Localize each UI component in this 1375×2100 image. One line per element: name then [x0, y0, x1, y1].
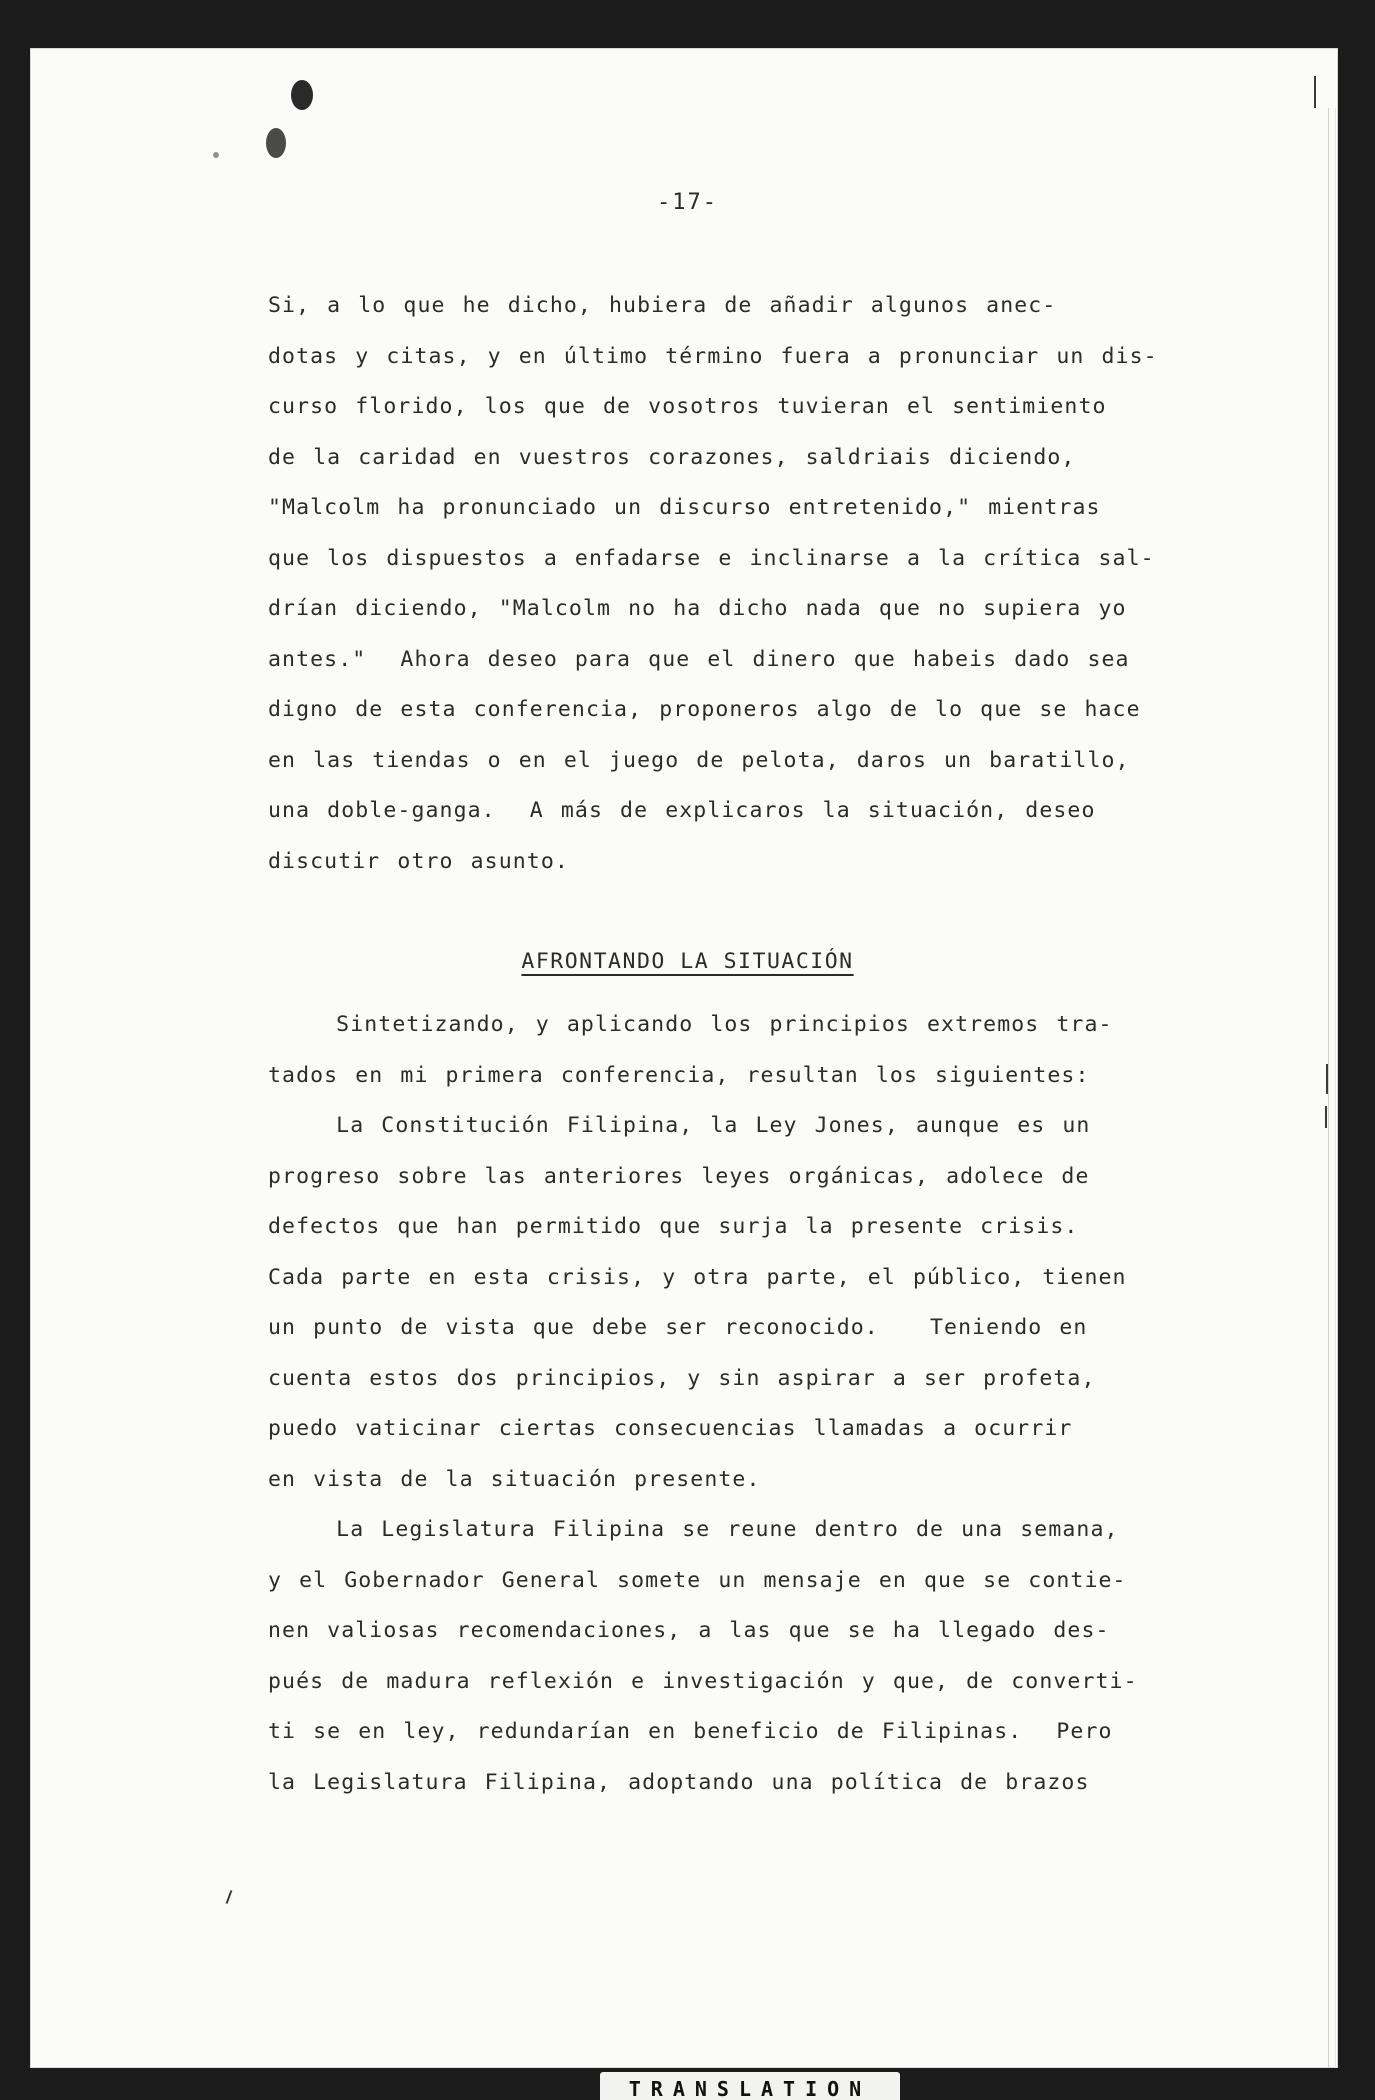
text-line: en vista de la situación presente.: [268, 1466, 761, 1492]
text-line: la Legislatura Filipina, adoptando una política de brazos: [268, 1769, 1090, 1795]
text-line: La Legislatura Filipina se reune dentro de una semana,: [268, 1517, 1119, 1542]
paragraph-situation: [268, 1000, 1178, 1808]
text-line: cuenta estos dos principios, y sin aspirar a ser profeta,: [268, 1365, 1096, 1391]
text-line: dotas y citas, y en último término fuera a pronunciar un dis-: [268, 343, 1158, 369]
text-line: "Malcolm ha pronunciado un discurso entretenido," mientras: [268, 495, 1101, 520]
ink-speck: [213, 152, 219, 158]
text-line: La Constitución Filipina, la Ley Jones, aunque es un: [268, 1113, 1091, 1138]
page-number: -17-: [657, 190, 718, 215]
text-line: Cada parte en esta crisis, y otra parte, el público, tienen: [268, 1264, 1127, 1290]
text-line: defectos que han permitido que surja la presente crisis.: [268, 1214, 1079, 1239]
margin-mark: [1325, 1106, 1327, 1128]
text-line: en las tiendas o en el juego de pelota, daros un baratillo,: [268, 747, 1130, 773]
text-line: progreso sobre las anteriores leyes orgánicas, adolece de: [268, 1163, 1090, 1189]
text-line: nen valiosas recomendaciones, a las que se ha llegado des-: [268, 1618, 1110, 1643]
text-line: puedo vaticinar ciertas consecuencias llamadas a ocurrir: [268, 1416, 1073, 1441]
page-edge: [1328, 108, 1336, 2068]
text-line: pués de madura reflexión e investigación y que, de converti-: [268, 1668, 1138, 1694]
text-line: Sintetizando, y aplicando los principios extremos tra-: [268, 1012, 1113, 1037]
ink-blot: [266, 128, 286, 158]
text-line: drían diciendo, "Malcolm no ha dicho nada que no supiera yo: [268, 596, 1127, 621]
section-heading: AFRONTANDO LA SITUACIÓN: [521, 949, 854, 974]
text-line: tados en mi primera conferencia, resultan los siguientes:: [268, 1062, 1090, 1088]
text-line: discutir otro asunto.: [268, 848, 569, 874]
text-line: ti se en ley, redundarían en beneficio de Filipinas. Pero: [268, 1719, 1113, 1744]
margin-mark: [1314, 76, 1316, 108]
paragraph-intro: [268, 281, 1178, 887]
text-line: y el Gobernador General somete un mensaje en que se contie-: [268, 1567, 1127, 1593]
text-line: una doble-ganga. A más de explicaros la situación, deseo: [268, 798, 1096, 823]
ink-blot: [291, 80, 313, 110]
text-line: que los dispuestos a enfadarse e inclinarse a la crítica sal-: [268, 545, 1155, 571]
text-line: Si, a lo que he dicho, hubiera de añadir algunos anec-: [268, 293, 1057, 318]
text-line: digno de esta conferencia, proponeros algo de lo que se hace: [268, 697, 1141, 722]
text-line: curso florido, los que de vosotros tuvieran el sentimiento: [268, 394, 1107, 419]
text-line: antes." Ahora deseo para que el dinero que habeis dado sea: [268, 646, 1130, 672]
margin-mark: [1326, 1064, 1328, 1094]
text-line: de la caridad en vuestros corazones, saldriais diciendo,: [268, 444, 1076, 470]
text-line: un punto de vista que debe ser reconocido. Teniendo en: [268, 1315, 1088, 1340]
translation-stamp: TRANSLATION: [600, 2072, 900, 2100]
